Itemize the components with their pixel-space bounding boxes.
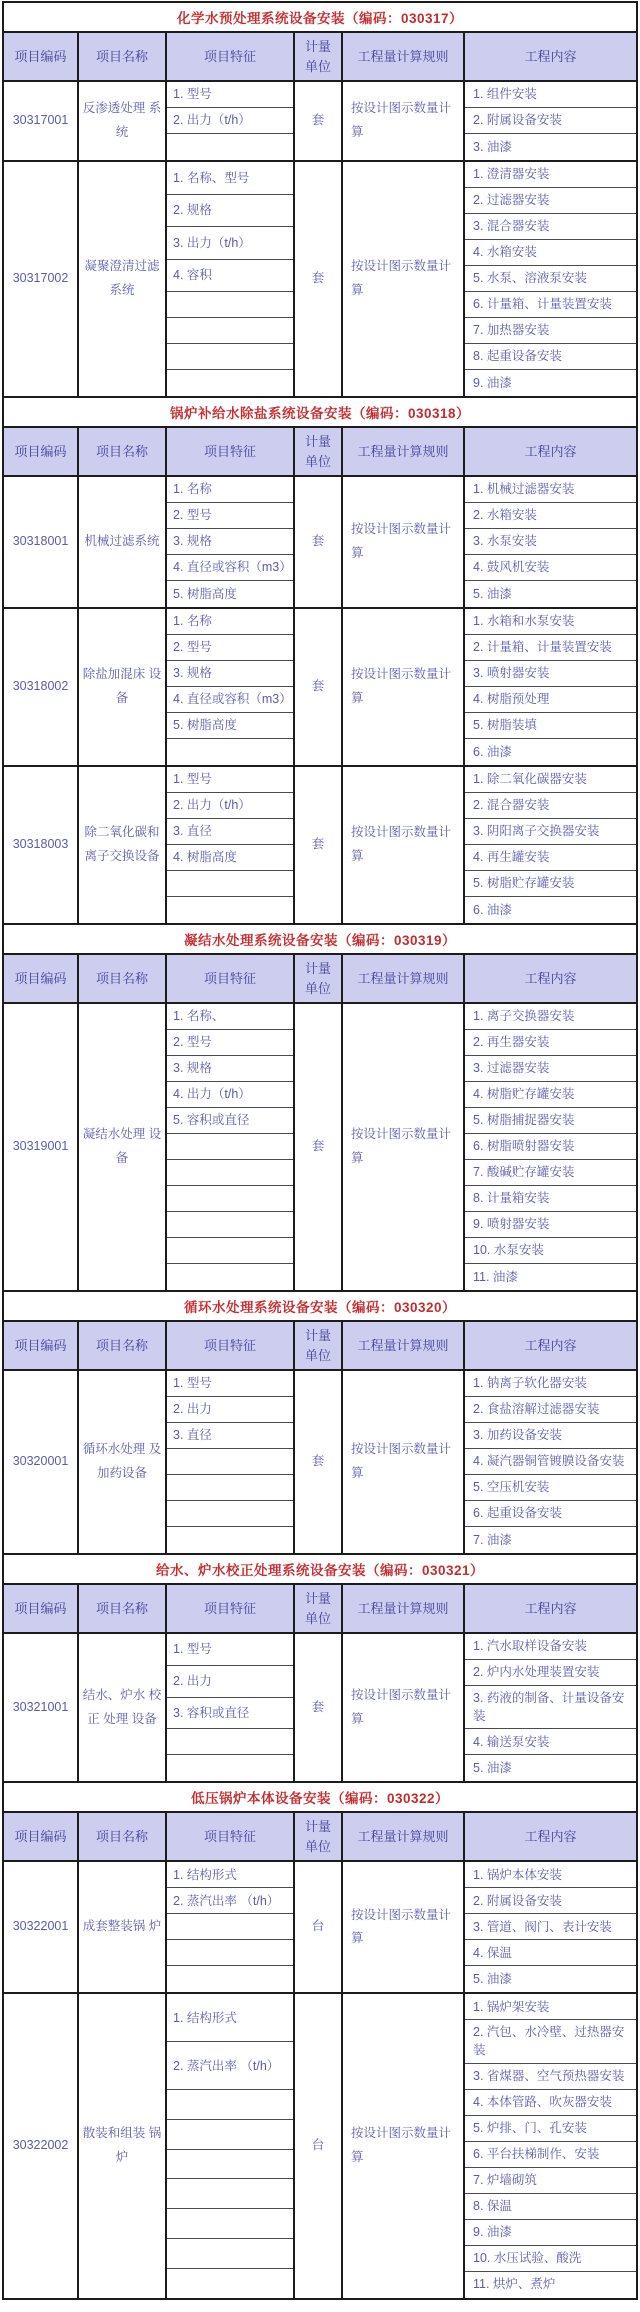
cell-project-name: 凝聚澄清过滤 系统	[79, 162, 167, 396]
feature-item	[167, 1501, 293, 1527]
cell-project-code: 30322002	[4, 1994, 79, 2297]
cell-quantity-rule: 按设计图示数量计算	[343, 162, 465, 396]
header-cell-code: 项目编码	[4, 33, 79, 80]
section	[4, 3, 636, 396]
feature-item	[167, 1527, 293, 1553]
feature-item: 3. 规格	[167, 1056, 293, 1082]
header-cell-feature: 项目特征	[167, 428, 295, 475]
content-item: 5. 炉排、门、孔安装	[465, 2116, 636, 2142]
feature-item	[167, 1186, 293, 1212]
feature-item: 1. 名称	[167, 609, 293, 635]
feature-item: 3. 直径	[167, 819, 293, 845]
table-row	[4, 609, 636, 767]
header-cell-unit: 计量单位	[295, 955, 343, 1002]
content-item: 3. 药液的制备、计量设备安装	[465, 1686, 636, 1729]
cell-project-name: 除二氧化碳和离子交换设备	[79, 767, 167, 923]
header-cell-unit: 计量单位	[295, 1322, 343, 1369]
table-row	[4, 1004, 636, 1290]
cell-project-features	[167, 609, 295, 765]
cell-project-name: 成套整装锅 炉	[79, 1862, 167, 1992]
cell-project-features	[167, 162, 295, 396]
section-title: 锅炉补给水除盐系统设备安装（编码：030318）	[4, 396, 636, 428]
feature-item	[167, 871, 293, 897]
content-item: 1. 锅炉架安装	[465, 1994, 636, 2020]
feature-item	[167, 2239, 293, 2269]
header-cell-feature: 项目特征	[167, 33, 295, 80]
content-item: 4. 本体管路、吹灰器安装	[465, 2090, 636, 2116]
header-cell-rule: 工程量计算规则	[343, 428, 465, 475]
feature-item: 4. 直径或容积（m3）	[167, 555, 293, 581]
content-item: 1. 钠离子软化器安装	[465, 1371, 636, 1397]
section	[4, 396, 636, 923]
feature-item: 1. 名称	[167, 477, 293, 503]
cell-project-code: 30318003	[4, 767, 79, 923]
header-cell-name: 项目名称	[79, 1585, 167, 1632]
cell-quantity-rule: 按设计图示数量计算	[343, 477, 465, 607]
table-header-row	[4, 33, 636, 82]
header-cell-code: 项目编码	[4, 955, 79, 1002]
feature-item	[167, 1264, 293, 1290]
feature-item: 1. 结构形式	[167, 1862, 293, 1888]
content-item: 2. 食盐溶解过滤器安装	[465, 1397, 636, 1423]
content-item: 8. 计量箱安装	[465, 1186, 636, 1212]
cell-measure-unit: 套	[295, 162, 343, 396]
header-cell-rule: 工程量计算规则	[343, 1585, 465, 1632]
feature-item	[167, 134, 293, 160]
feature-item: 1. 名称、	[167, 1004, 293, 1030]
feature-item: 4. 直径或容积（m3）	[167, 687, 293, 713]
header-cell-unit: 计量单位	[295, 1813, 343, 1860]
cell-project-name: 凝结水处理 设备	[79, 1004, 167, 1290]
feature-item	[167, 1134, 293, 1160]
content-item: 9. 油漆	[473, 375, 512, 390]
cell-project-features	[167, 1862, 295, 1992]
content-item: 3. 混合器安装	[465, 214, 636, 240]
cell-project-features	[167, 1634, 295, 1781]
content-item: 10. 水泵安装	[465, 1238, 636, 1264]
cell-project-features	[167, 1004, 295, 1290]
content-item: 7. 炉墙砌筑	[465, 2168, 636, 2194]
section-title: 给水、炉水校正处理系统设备安装（编码：030321）	[4, 1553, 636, 1585]
feature-item: 1. 结构形式	[167, 1994, 293, 2042]
content-item: 6. 计量箱、计量装置安装	[465, 292, 636, 318]
content-item: 1. 水箱和水泵安装	[465, 609, 636, 635]
header-cell-content: 工程内容	[524, 1600, 577, 1616]
header-cell-name: 项目名称	[79, 428, 167, 475]
cell-work-contents	[465, 82, 636, 160]
content-item: 5. 树脂贮存罐安装	[465, 871, 636, 897]
feature-item: 2. 型号	[167, 503, 293, 529]
header-cell-rule: 工程量计算规则	[343, 955, 465, 1002]
cell-project-code: 30322001	[4, 1862, 79, 1992]
content-item: 4. 凝汽器铜管镀膜设备安装	[465, 1449, 636, 1475]
header-cell-name: 项目名称	[79, 1322, 167, 1369]
content-item: 5. 水泵、溶液泵安装	[465, 266, 636, 292]
content-item: 5. 树脂捕捉器安装	[465, 1108, 636, 1134]
cell-project-features	[167, 1994, 295, 2297]
feature-item	[167, 1729, 293, 1755]
cell-project-name: 除盐加混床 设备	[79, 609, 167, 765]
table-header-row	[4, 1585, 636, 1634]
content-item: 1. 离子交换器安装	[465, 1004, 636, 1030]
section-title: 凝结水处理系统设备安装（编码：030319）	[4, 923, 636, 955]
content-item: 4. 鼓风机安装	[465, 555, 636, 581]
feature-item	[167, 1966, 293, 1992]
feature-item	[167, 2269, 293, 2298]
cell-work-contents	[465, 1004, 636, 1290]
feature-item	[167, 1238, 293, 1264]
content-item: 1. 汽水取样设备安装	[465, 1634, 636, 1660]
feature-item: 2. 出力	[167, 1666, 293, 1698]
feature-item: 1. 名称、型号	[167, 162, 293, 195]
content-item: 1. 除二氧化碳器安装	[465, 767, 636, 793]
header-cell-content: 工程内容	[524, 443, 577, 459]
content-item: 4. 输送泵安装	[465, 1729, 636, 1755]
header-cell-feature: 项目特征	[167, 1322, 295, 1369]
header-cell-unit: 计量单位	[295, 428, 343, 475]
header-cell-rule: 工程量计算规则	[343, 1813, 465, 1860]
content-item: 2. 附属设备安装	[465, 108, 636, 134]
content-item: 2. 炉内水处理装置安装	[465, 1660, 636, 1686]
cell-project-code: 30321001	[4, 1634, 79, 1781]
cell-quantity-rule: 按设计图示数量计算	[343, 1994, 465, 2297]
content-item: 6. 树脂喷射器安装	[465, 1134, 636, 1160]
cell-measure-unit: 套	[295, 609, 343, 765]
content-item: 5. 油漆	[473, 1761, 512, 1776]
content-item: 2. 再生器安装	[465, 1030, 636, 1056]
cell-work-contents	[465, 162, 636, 396]
table-row	[4, 477, 636, 609]
cell-project-name: 反渗透处理 系统	[79, 82, 167, 160]
cell-quantity-rule: 按设计图示数量计算	[343, 767, 465, 923]
content-item: 6. 油漆	[473, 744, 512, 759]
content-item: 5. 油漆	[473, 586, 512, 601]
table-header-row	[4, 428, 636, 477]
header-cell-code: 项目编码	[4, 1585, 79, 1632]
section	[4, 923, 636, 1290]
content-item: 3. 管道、阀门、表计安装	[465, 1914, 636, 1940]
cell-project-features	[167, 1371, 295, 1553]
feature-item: 2. 出力（t/h）	[167, 108, 293, 134]
feature-item	[167, 2090, 293, 2120]
feature-item	[167, 344, 293, 370]
cell-measure-unit: 套	[295, 477, 343, 607]
feature-item	[167, 739, 293, 765]
header-cell-content: 工程内容	[524, 970, 577, 986]
feature-item: 2. 出力	[167, 1397, 293, 1423]
cell-quantity-rule: 按设计图示数量计算	[343, 1004, 465, 1290]
cell-work-contents	[465, 1862, 636, 1992]
header-cell-code: 项目编码	[4, 1813, 79, 1860]
table-row	[4, 1371, 636, 1553]
header-cell-unit: 计量单位	[295, 1585, 343, 1632]
content-item: 6. 平台扶梯制作、安装	[465, 2142, 636, 2168]
feature-item: 1. 型号	[167, 82, 293, 108]
feature-item	[167, 2120, 293, 2150]
feature-item: 2. 型号	[167, 1030, 293, 1056]
header-cell-unit: 计量单位	[295, 33, 343, 80]
feature-item	[167, 2150, 293, 2180]
feature-item: 2. 出力（t/h）	[167, 793, 293, 819]
section-title: 化学水预处理系统设备安装（编码：030317）	[4, 3, 636, 33]
content-item: 6. 起重设备安装	[465, 1501, 636, 1527]
content-item: 1. 机械过滤器安装	[465, 477, 636, 503]
section	[4, 1553, 636, 1781]
content-item: 3. 阴阳离子交换器安装	[465, 819, 636, 845]
feature-item	[167, 370, 293, 396]
feature-item	[167, 318, 293, 344]
cell-quantity-rule: 按设计图示数量计算	[343, 609, 465, 765]
table-row	[4, 82, 636, 162]
feature-item: 3. 容积或直径	[167, 1698, 293, 1730]
content-item: 5. 油漆	[473, 1972, 512, 1987]
cell-quantity-rule: 按设计图示数量计算	[343, 82, 465, 160]
header-cell-content: 工程内容	[524, 1337, 577, 1353]
cell-project-code: 30317001	[4, 82, 79, 160]
header-cell-code: 项目编码	[4, 428, 79, 475]
feature-item	[167, 1449, 293, 1475]
feature-item: 3. 规格	[167, 661, 293, 687]
content-item: 11. 油漆	[473, 1269, 518, 1284]
table-row	[4, 1862, 636, 1994]
content-item: 3. 加药设备安装	[465, 1423, 636, 1449]
content-item: 8. 保温	[465, 2194, 636, 2220]
content-item: 7. 加热器安装	[465, 318, 636, 344]
cell-measure-unit: 套	[295, 1004, 343, 1290]
feature-item: 4. 树脂高度	[167, 845, 293, 871]
content-item: 3. 喷射器安装	[465, 661, 636, 687]
content-item: 2. 计量箱、计量装置安装	[465, 635, 636, 661]
feature-item	[167, 1475, 293, 1501]
cell-work-contents	[465, 1371, 636, 1553]
section	[4, 1781, 636, 2297]
cell-measure-unit: 套	[295, 1371, 343, 1553]
content-item: 9. 油漆	[465, 2220, 636, 2246]
cell-quantity-rule: 按设计图示数量计算	[343, 1371, 465, 1553]
cell-project-code: 30318002	[4, 609, 79, 765]
feature-item: 2. 蒸汽出率 （t/h）	[167, 1888, 293, 1914]
cell-measure-unit: 套	[295, 1634, 343, 1781]
header-cell-feature: 项目特征	[167, 1585, 295, 1632]
header-cell-content: 工程内容	[524, 1829, 577, 1844]
feature-item: 5. 容积或直径	[167, 1108, 293, 1134]
section-title: 循环水处理系统设备安装（编码：030320）	[4, 1290, 636, 1322]
cell-quantity-rule: 按设计图示数量计算	[343, 1634, 465, 1781]
header-cell-code: 项目编码	[4, 1322, 79, 1369]
table-row	[4, 1994, 636, 2297]
feature-item: 1. 型号	[167, 1634, 293, 1666]
quota-spec-table	[2, 1, 638, 2300]
feature-item: 5. 树脂高度	[167, 713, 293, 739]
header-cell-content: 工程内容	[524, 48, 577, 64]
cell-project-name: 散装和组装 锅炉	[79, 1994, 167, 2297]
feature-item: 3. 规格	[167, 529, 293, 555]
content-item: 4. 保温	[465, 1940, 636, 1966]
cell-project-code: 30318001	[4, 477, 79, 607]
feature-item: 3. 直径	[167, 1423, 293, 1449]
table-row	[4, 1634, 636, 1781]
content-item: 2. 附属设备安装	[465, 1888, 636, 1914]
feature-item	[167, 1914, 293, 1940]
content-item: 10. 水压试验、酸洗	[465, 2246, 636, 2272]
content-item: 4. 水箱安装	[465, 240, 636, 266]
content-item: 9. 喷射器安装	[465, 1212, 636, 1238]
header-cell-feature: 项目特征	[167, 955, 295, 1002]
feature-item: 3. 出力（t/h）	[167, 227, 293, 260]
feature-item: 1. 型号	[167, 1371, 293, 1397]
cell-project-code: 30317002	[4, 162, 79, 396]
cell-work-contents	[465, 1634, 636, 1781]
table-header-row	[4, 955, 636, 1004]
feature-item	[167, 2179, 293, 2209]
feature-item: 1. 型号	[167, 767, 293, 793]
table-row	[4, 162, 636, 396]
cell-project-code: 30320001	[4, 1371, 79, 1553]
feature-item	[167, 1160, 293, 1186]
content-item: 3. 过滤器安装	[465, 1056, 636, 1082]
feature-item: 4. 容积	[167, 260, 293, 293]
cell-project-features	[167, 82, 295, 160]
table-header-row	[4, 1813, 636, 1862]
cell-measure-unit: 台	[295, 1994, 343, 2297]
content-item: 2. 过滤器安装	[465, 188, 636, 214]
cell-project-name: 结水、炉水 校正 处理 设备	[79, 1634, 167, 1781]
cell-project-code: 30319001	[4, 1004, 79, 1290]
content-item: 1. 锅炉本体安装	[465, 1862, 636, 1888]
header-cell-name: 项目名称	[79, 1813, 167, 1860]
cell-measure-unit: 套	[295, 82, 343, 160]
cell-work-contents	[465, 1994, 636, 2297]
feature-item	[167, 1755, 293, 1781]
cell-project-features	[167, 767, 295, 923]
feature-item: 2. 型号	[167, 635, 293, 661]
feature-item: 5. 树脂高度	[173, 586, 237, 601]
content-item: 3. 省煤器、空气预热器安装	[465, 2064, 636, 2090]
content-item: 4. 再生罐安装	[465, 845, 636, 871]
content-item: 2. 汽包、水冷壁、过热器安装	[465, 2020, 636, 2063]
section	[4, 1290, 636, 1553]
cell-measure-unit: 套	[295, 767, 343, 923]
cell-project-features	[167, 477, 295, 607]
content-item: 8. 起重设备安装	[465, 344, 636, 370]
content-item: 2. 水箱安装	[465, 503, 636, 529]
feature-item: 2. 规格	[167, 195, 293, 228]
table-row	[4, 767, 636, 923]
header-cell-name: 项目名称	[79, 955, 167, 1002]
feature-item	[167, 1212, 293, 1238]
feature-item: 4. 出力（t/h）	[167, 1082, 293, 1108]
header-cell-feature: 项目特征	[167, 1813, 295, 1860]
content-item: 3. 水泵安装	[465, 529, 636, 555]
cell-project-name: 机械过滤系统	[79, 477, 167, 607]
content-item: 7. 酸碱贮存罐安装	[465, 1160, 636, 1186]
content-item: 1. 组件安装	[465, 82, 636, 108]
cell-measure-unit: 台	[295, 1862, 343, 1992]
content-item: 4. 树脂预处理	[465, 687, 636, 713]
content-item: 1. 澄清器安装	[465, 162, 636, 188]
content-item: 6. 油漆	[473, 902, 512, 917]
content-item: 5. 树脂装填	[465, 713, 636, 739]
feature-item	[167, 1940, 293, 1966]
cell-project-name: 循环水处理 及加药设备	[79, 1371, 167, 1553]
content-item: 7. 油漆	[473, 1532, 512, 1547]
cell-work-contents	[465, 767, 636, 923]
cell-work-contents	[465, 477, 636, 607]
cell-quantity-rule: 按设计图示数量计算	[343, 1862, 465, 1992]
header-cell-rule: 工程量计算规则	[343, 33, 465, 80]
feature-item: 2. 蒸汽出率 （t/h）	[167, 2042, 293, 2090]
header-cell-name: 项目名称	[79, 33, 167, 80]
feature-item	[167, 2209, 293, 2239]
content-item: 3. 油漆	[473, 139, 512, 154]
section-title: 低压锅炉本体设备安装（编码：030322）	[4, 1781, 636, 1813]
content-item: 4. 树脂贮存罐安装	[465, 1082, 636, 1108]
content-item: 2. 混合器安装	[465, 793, 636, 819]
content-item: 11. 烘炉、煮炉	[473, 2277, 556, 2292]
feature-item	[167, 897, 293, 923]
table-header-row	[4, 1322, 636, 1371]
content-item: 5. 空压机安装	[465, 1475, 636, 1501]
cell-work-contents	[465, 609, 636, 765]
header-cell-rule: 工程量计算规则	[343, 1322, 465, 1369]
feature-item	[167, 292, 293, 318]
